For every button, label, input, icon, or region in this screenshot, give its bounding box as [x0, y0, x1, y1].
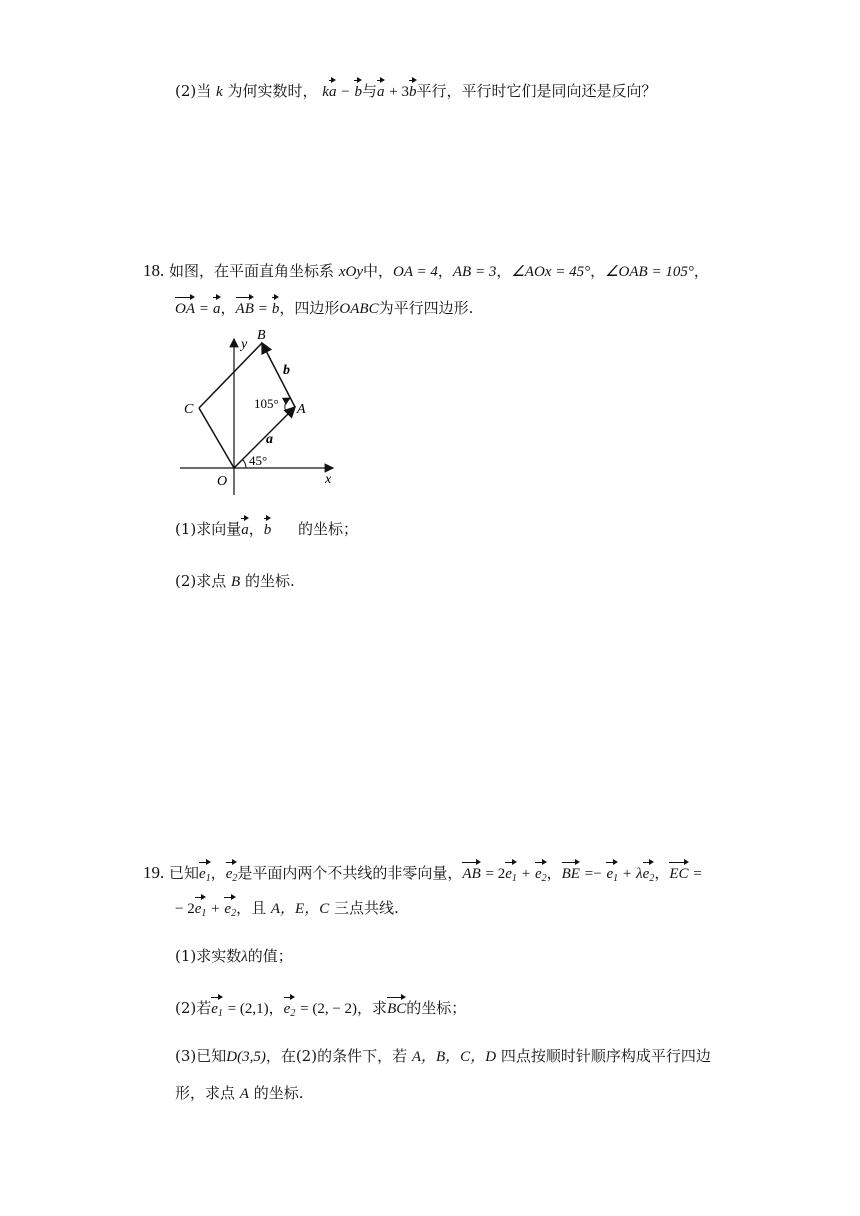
vector-e1: $e_1$ [505, 860, 517, 889]
text: = [199, 301, 209, 317]
q18-part2 [175, 571, 295, 592]
label-vector-a: a [266, 432, 273, 447]
vector-a: a [241, 516, 249, 540]
vector-ab: AB [462, 860, 480, 884]
label-angle-105: 105° [254, 396, 279, 411]
q18-part1 [175, 516, 358, 540]
math: = [693, 866, 702, 882]
text: ，且 [236, 899, 267, 917]
coef-3: 3 [401, 84, 409, 100]
text: 形，求点 [175, 1084, 236, 1102]
text: 为平行四边形. [378, 299, 474, 317]
math: D(3,5) [226, 1049, 266, 1065]
vector-oa: OA [175, 295, 195, 319]
text: (1)求实数 [175, 947, 242, 965]
vector-ec: EC [669, 860, 688, 884]
vector-b: b [272, 295, 280, 319]
label-c: C [184, 402, 194, 417]
text: ，求 [357, 999, 388, 1017]
text: 的坐标. [244, 572, 295, 590]
label-y: y [241, 337, 248, 352]
text: (3)已知 [175, 1047, 227, 1065]
text: ， [248, 520, 264, 538]
text: 是平面内两个不共线的非零向量， [237, 864, 463, 882]
text: ， [210, 864, 226, 882]
math: xOy [338, 264, 363, 280]
text: 平行，平行时它们是同向还是反向？ [416, 82, 657, 100]
text: (2)求点 [175, 572, 227, 590]
label-a: A [297, 402, 306, 417]
vector-e1: $e_1$ [195, 895, 207, 924]
math: AB = 3 [452, 264, 497, 280]
vector-e1: $e_1$ [211, 995, 223, 1024]
text: ， [590, 262, 606, 280]
text: ， [268, 999, 284, 1017]
angle-arc-105 [285, 398, 290, 414]
var-k: k [322, 84, 329, 100]
math: ∠AOx = 45° [511, 264, 591, 280]
math: λ [241, 949, 248, 965]
label-b: B [257, 328, 266, 343]
text: (2)若 [175, 999, 212, 1017]
q19-stem-line1 [143, 860, 702, 889]
q18-stem-line2 [175, 295, 473, 319]
label-o: O [217, 474, 228, 489]
vector-e2: $e_2$ [535, 860, 547, 889]
vector-b: b [354, 78, 362, 102]
vector-a: a [329, 78, 337, 102]
math: A [239, 1086, 249, 1102]
angle-arc-45 [243, 460, 247, 469]
text: 如图，在平面直角坐标系 [169, 262, 335, 280]
q19-part1 [175, 946, 293, 967]
math: A，B，C，D [411, 1049, 497, 1065]
text: 中， [362, 262, 393, 280]
vector-e2: $e_2$ [284, 995, 296, 1024]
text: ， [654, 864, 670, 882]
vector-e2: $e_2$ [643, 860, 655, 889]
parallelogram-figure [175, 325, 345, 495]
text: ， [437, 262, 453, 280]
math: = (2, − 2) [300, 1001, 358, 1017]
vector-ab: AB [236, 295, 254, 319]
math: + [622, 866, 632, 882]
q19-part3-line1 [175, 1046, 711, 1067]
text: 已知 [169, 864, 200, 882]
math: A，E，C [270, 901, 330, 917]
label-angle-45: 45° [249, 453, 268, 468]
math: = (2,1) [227, 1001, 269, 1017]
text: ， [220, 299, 236, 317]
vector-a: a [213, 295, 221, 319]
text: ， [496, 262, 512, 280]
text: ，四边形 [279, 299, 340, 317]
text: ， [693, 262, 709, 280]
var-k: k [216, 84, 223, 100]
text: 为何实数时， [227, 82, 318, 100]
text: (1)求向量 [175, 520, 242, 538]
text: 四点按顺时针顺序构成平行四边 [500, 1047, 711, 1065]
text: 的值； [247, 947, 293, 965]
math: OABC [339, 301, 379, 317]
text: ，在(2)的条件下，若 [265, 1047, 408, 1065]
math: − 2 [175, 901, 195, 917]
vector-e2: $e_2$ [224, 895, 236, 924]
text: 三点共线. [334, 899, 399, 917]
math: = 2 [485, 866, 506, 882]
label-vector-b: b [283, 363, 290, 378]
label-x: x [325, 472, 332, 487]
text: 的坐标； [406, 999, 467, 1017]
q19-part3-line2 [175, 1083, 304, 1104]
text: 的坐标. [253, 1084, 304, 1102]
q19-part2 [175, 995, 466, 1024]
vector-e2: $e_2$ [226, 860, 238, 889]
q18-stem-line1 [143, 261, 709, 282]
text: 的坐标； [298, 520, 359, 538]
vector-a: a [377, 78, 385, 102]
math: λ [636, 866, 643, 882]
vector-bc: BC [387, 995, 406, 1019]
math: OA = 4 [393, 264, 438, 280]
math: =− [584, 866, 602, 882]
math: B [231, 574, 241, 590]
q17-part2: (2)当 k 为何实数时， ka − b与a + 3b平行，平行时它们是同向还是反向？ [175, 78, 657, 102]
math: + [521, 866, 531, 882]
segment-cb [199, 343, 262, 408]
vector-b: b [409, 78, 417, 102]
q19-stem-line2 [175, 895, 399, 924]
math: + [211, 901, 220, 917]
vector-e1: $e_1$ [199, 860, 211, 889]
question-number: 18. [143, 261, 165, 280]
text: ， [546, 864, 562, 882]
text: (2)当 [175, 82, 212, 100]
vector-b: b [264, 516, 272, 540]
text: 与 [361, 82, 377, 100]
text: = [258, 301, 268, 317]
vector-e1: $e_1$ [606, 860, 618, 889]
segment-oc [199, 408, 234, 468]
math: ∠OAB = 105° [605, 264, 694, 280]
vector-be: BE [562, 860, 580, 884]
question-number: 19. [143, 863, 165, 882]
